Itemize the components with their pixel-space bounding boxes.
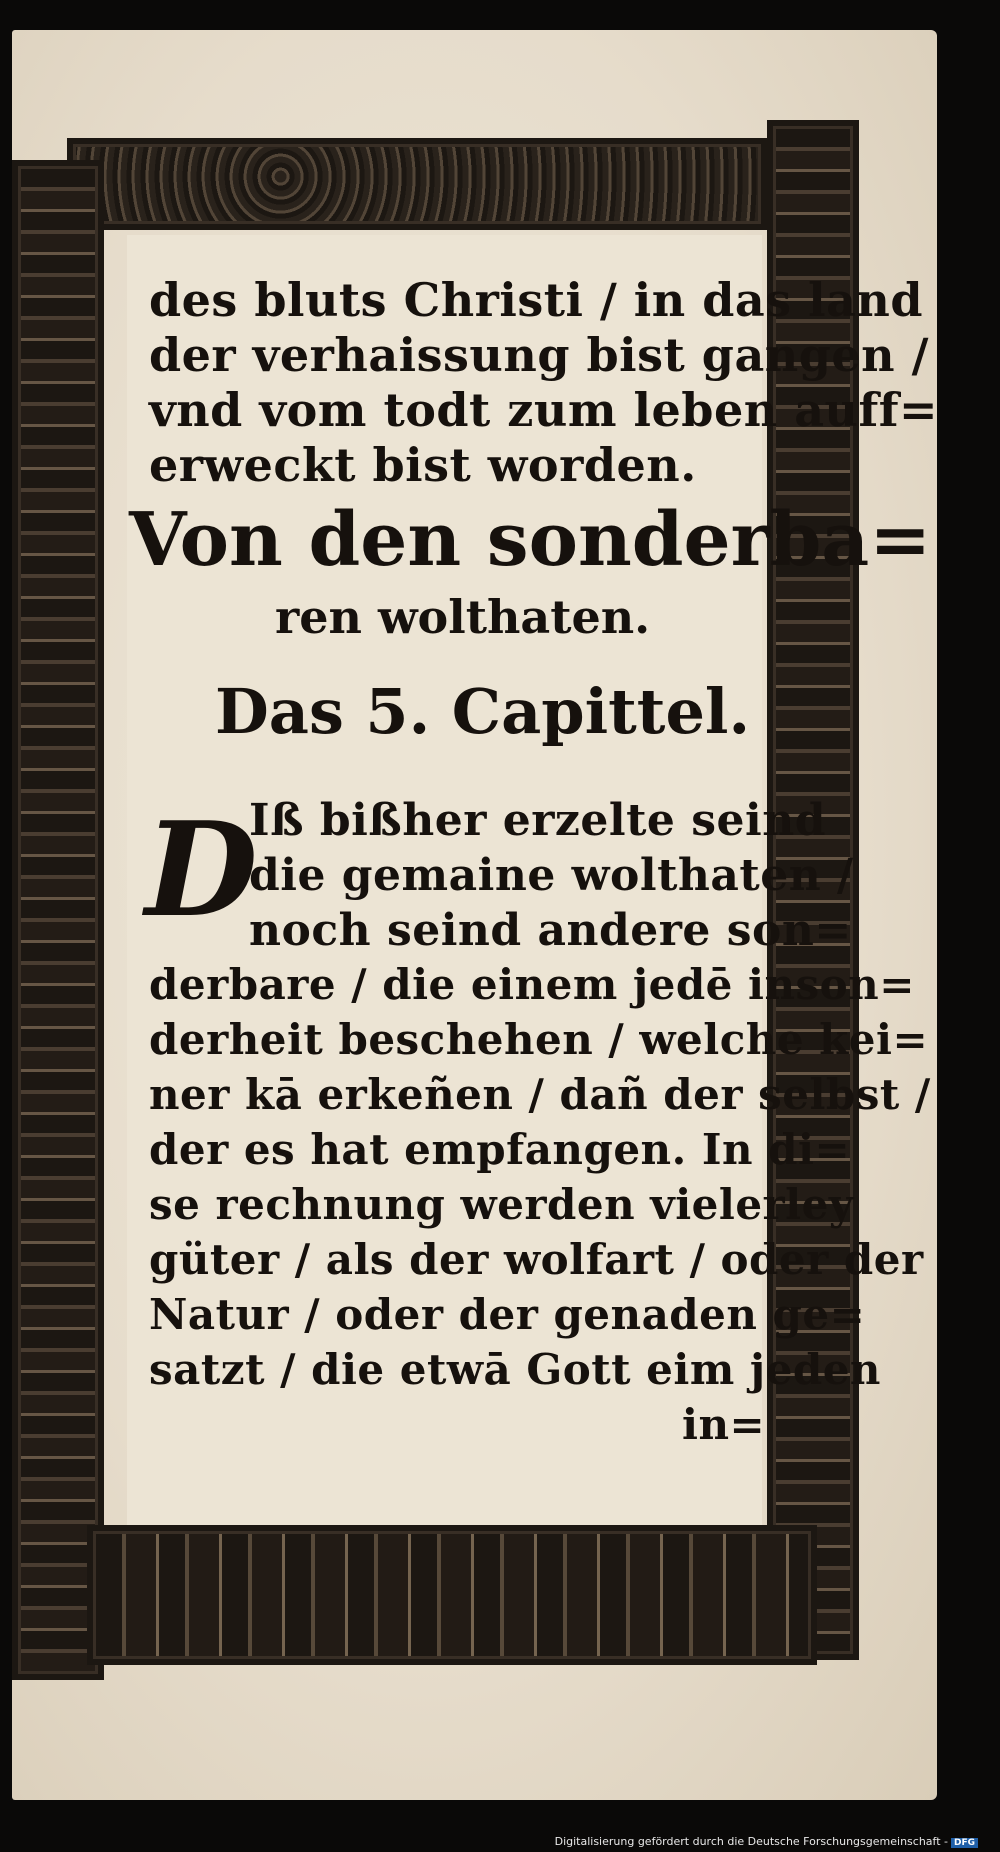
drop-cap-initial: D bbox=[145, 793, 258, 946]
credit-text: Digitalisierung gefördert durch die Deutsche Forschungsgemeinschaft - bbox=[554, 1835, 948, 1848]
catchword: in= bbox=[682, 1400, 766, 1449]
top-ornament-border bbox=[67, 138, 767, 230]
body-line: Iß bißher erzelte seind bbox=[249, 795, 826, 846]
text-block bbox=[127, 235, 939, 1525]
section-heading-continued: ren wolthaten. bbox=[275, 590, 651, 644]
body-line: noch seind andere son= bbox=[249, 905, 852, 956]
body-line: Natur / oder der genaden ge= bbox=[149, 1290, 866, 1339]
text-line: des bluts Christi / in das land bbox=[149, 273, 924, 327]
chapter-title: Das 5. Capittel. bbox=[215, 675, 751, 748]
section-heading: Von den sonderba= bbox=[129, 497, 932, 583]
body-line: der es hat empfangen. In di= bbox=[149, 1125, 851, 1174]
body-line: derheit beschehen / welche kei= bbox=[149, 1015, 929, 1064]
digitization-credit bbox=[555, 1835, 978, 1848]
body-line: ner kā erkeñen / dañ der selbst / bbox=[149, 1070, 931, 1119]
dfg-logo: DFG bbox=[951, 1838, 978, 1848]
body-line: se rechnung werden vielerley bbox=[149, 1180, 854, 1229]
body-line: satzt / die etwā Gott eim jeden bbox=[149, 1345, 881, 1394]
body-line: derbare / die einem jedē inson= bbox=[149, 960, 915, 1009]
text-line: vnd vom todt zum leben auff= bbox=[149, 383, 939, 437]
book-page bbox=[12, 30, 937, 1800]
body-line: güter / als der wolfart / oder der bbox=[149, 1235, 924, 1284]
text-line: erweckt bist worden. bbox=[149, 438, 697, 492]
woodcut-frame bbox=[67, 100, 939, 1640]
left-ornament-border bbox=[12, 160, 104, 1680]
text-line: der verhaissung bist gangen / bbox=[149, 328, 929, 382]
body-line: die gemaine wolthaten / bbox=[249, 850, 854, 901]
bottom-ornament-border bbox=[87, 1525, 817, 1665]
